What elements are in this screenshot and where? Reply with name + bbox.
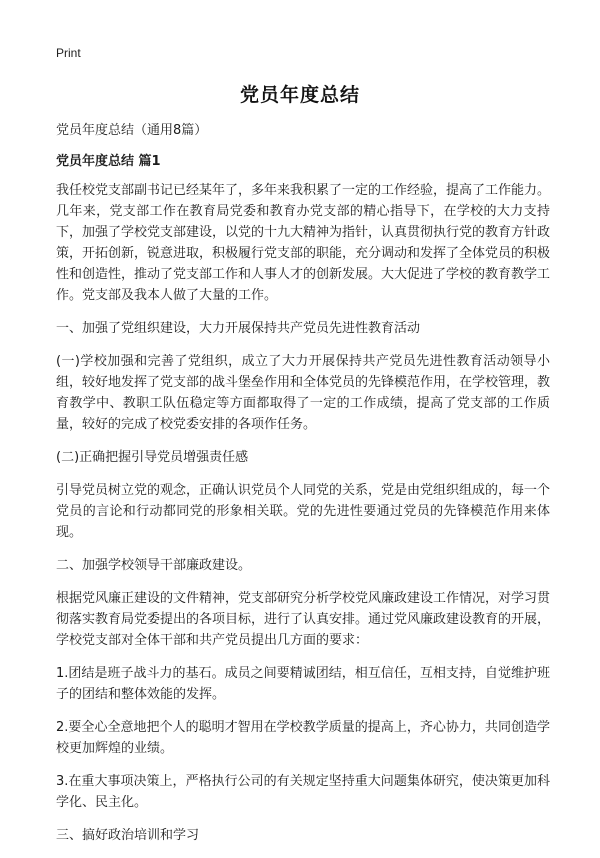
paragraph-1-2: 引导党员树立党的观念，正确认识党员个人同党的关系，党是由党组织组成的，每一个党员的言论和行动都同党的形象相关联。党的先进性要通过党员的先锋模范作用来体现。 xyxy=(56,483,551,540)
document-subtitle: 党员年度总结（通用8篇） xyxy=(56,123,208,138)
list-item-3: 3.在重大事项决策上，严格执行公司的有关规定坚持重大问题集体研究，使决策更加科学化、民主化。 xyxy=(56,774,550,810)
list-item-1: 1.团结是班子战斗力的基石。成员之间要精诚团结，相互信任，互相支持，自觉维护班子的团结和整体效能的发挥。 xyxy=(56,666,550,702)
section-heading-3: 三、搞好政治培训和学习 xyxy=(56,828,200,843)
paragraph-1-1: (一)学校加强和完善了党组织，成立了大力开展保持共产党员先进性教育活动领导小组，较好地发挥了党支部的战斗堡垒作用和全体党员的先锋模范作用，在学校管理，教育教学中、教职工队伍稳定等方面都取得了一定的工作成绩，提高了党支部的工作质量，较好的完成了校党委安排的各项作任务。 xyxy=(56,354,551,432)
document-title: 党员年度总结 xyxy=(239,84,360,106)
list-item-2: 2.要全心全意地把个人的聪明才智用在学校教学质量的提高上，齐心协力，共同创造学校更加辉煌的业绩。 xyxy=(56,720,550,756)
print-link[interactable]: Print xyxy=(56,46,81,60)
section-heading: 党员年度总结 篇1 xyxy=(56,154,161,169)
subheading-1-2: (二)正确把握引导党员增强责任感 xyxy=(56,450,249,465)
paragraph-intro: 我任校党支部副书记已经某年了，多年来我积累了一定的工作经验，提高了工作能力。几年来，党支部工作在教育局党委和教育办党支部的精心指导下，在学校的大力支持下，加强了学校党支部建设，以党的十九大精神为指针，认真贯彻执行党的教育方针政策，开拓创新，锐意进取，积极履行党支部的职能，充分调动和发挥了全体党员的积极性和创造性，推动了党支部工作和人事人才的创新发展。大大促进了学校的教育教学工作。党支部及我本人做了大量的工作。 xyxy=(56,183,551,303)
document-body xyxy=(56,120,550,858)
paragraph-2: 根据党风廉正建设的文件精神，党支部研究分析学校党风廉政建设工作情况，对学习贯彻落实教育局党委提出的各项目标，进行了认真安排。通过党风廉政建设教育的开展，学校党支部对全体干部和共产党员提出几方面的要求： xyxy=(56,591,551,648)
section-heading-1: 一、加强了党组织建设，大力开展保持共产党员先进性教育活动 xyxy=(56,321,421,336)
section-heading-2: 二、加强学校领导干部廉政建设。 xyxy=(56,558,252,573)
